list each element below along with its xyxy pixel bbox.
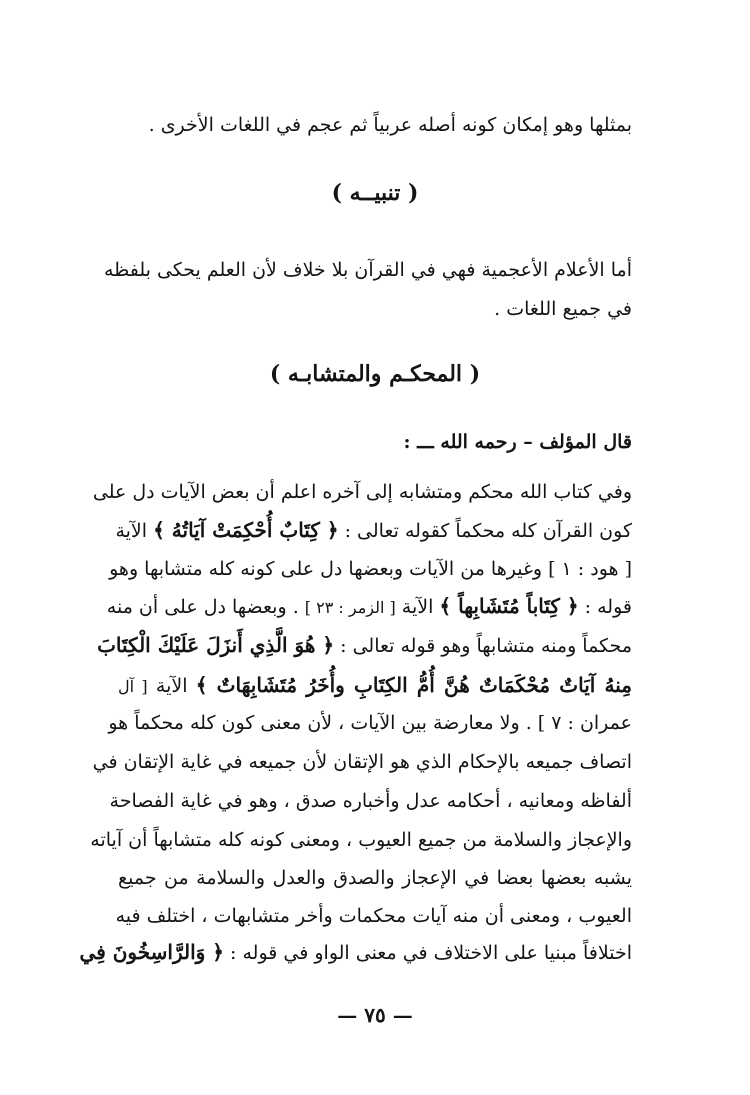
- verse-reference: [ الزمر : ٢٣ ]: [304, 598, 396, 617]
- body-text: قوله :: [584, 596, 632, 618]
- body-line: يشبه بعضها بعضا في الإعجاز والصدق والعدل والسلامة من جميع: [118, 867, 632, 889]
- body-line: [106, 591, 632, 621]
- body-text: كون القرآن كله محكماً كقوله تعالى :: [344, 520, 632, 542]
- continuation-line: بمثلها وهو إمكان كونه أصله عربياً ثم عجم في اللغات الأخرى .: [148, 114, 632, 136]
- body-line: [115, 515, 632, 545]
- body-text: اختلافاً مبنيا على الاختلاف في معنى الواو في قوله :: [230, 942, 632, 964]
- body-line: [ هود : ١ ] وغيرها من الآيات وبعضها دل على كونه كله متشابها وهو: [109, 558, 632, 580]
- quran-verse: ﴿ كِتَابٌ أُحْكِمَتْ آيَاتُهُ ﴾: [153, 518, 339, 542]
- body-line: ألفاظه ومعانيه ، أحكامه عدل وأخباره صدق ، وهو في غاية الفصاحة: [109, 790, 632, 812]
- body-text: محكماً ومنه متشابهاً وهو قوله تعالى :: [340, 635, 632, 657]
- notice-heading: ( تنبيــه ): [331, 180, 419, 206]
- body-line: [118, 670, 632, 700]
- page-number: — ٧٥ —: [337, 1003, 413, 1027]
- notice-paragraph-line: في جميع اللغات .: [494, 298, 632, 320]
- body-line: [79, 937, 632, 967]
- body-text: الآية: [401, 596, 434, 618]
- quran-verse: مِنهُ آيَاتٌ مُحْكَمَاتٌ هُنَّ أُمُّ الكِتَابِ وأُخَرُ مُتَشَابِهَاتٌ ﴾: [195, 673, 632, 697]
- quran-verse: ﴿ هُوَ الَّذِي أَنزَلَ عَلَيْكَ الْكِتَابَ: [97, 633, 335, 657]
- section-heading: ( المحكـم والمتشابـه ): [269, 361, 481, 387]
- body-text: الآية: [155, 675, 188, 697]
- body-line: عمران : ٧ ] . ولا معارضة بين الآيات ، لأن معنى كون كله محكماً هو: [108, 712, 632, 734]
- body-line: والإعجاز والسلامة من جميع العيوب ، ومعنى كونه كله متشابهاً أن آياته: [90, 829, 632, 851]
- quran-verse: ﴿ كِتَاباً مُتَشَابِهاً ﴾: [439, 594, 579, 618]
- body-line: اتصاف جميعه بالإحكام الذي هو الإتقان لأن جميعه في غاية الإتقان في: [92, 751, 632, 773]
- quran-verse: ﴿ وَالرَّاسِخُونَ فِي: [79, 940, 224, 964]
- author-line: قال المؤلف – رحمه الله ـــ :: [403, 431, 632, 453]
- verse-reference: [ آل: [118, 677, 148, 696]
- body-text: الآية: [115, 520, 148, 542]
- notice-paragraph-line: أما الأعلام الأعجمية فهي في القرآن بلا خلاف لأن العلم يحكى بلفظه: [103, 259, 632, 281]
- body-line: [97, 630, 632, 660]
- body-line: العيوب ، ومعنى أن منه آيات محكمات وأخر متشابهات ، اختلف فيه: [115, 905, 632, 927]
- body-text: . وبعضها دل على أن منه: [106, 596, 299, 618]
- body-line: وفي كتاب الله محكم ومتشابه إلى آخره اعلم أن بعض الآيات دل على: [92, 481, 632, 503]
